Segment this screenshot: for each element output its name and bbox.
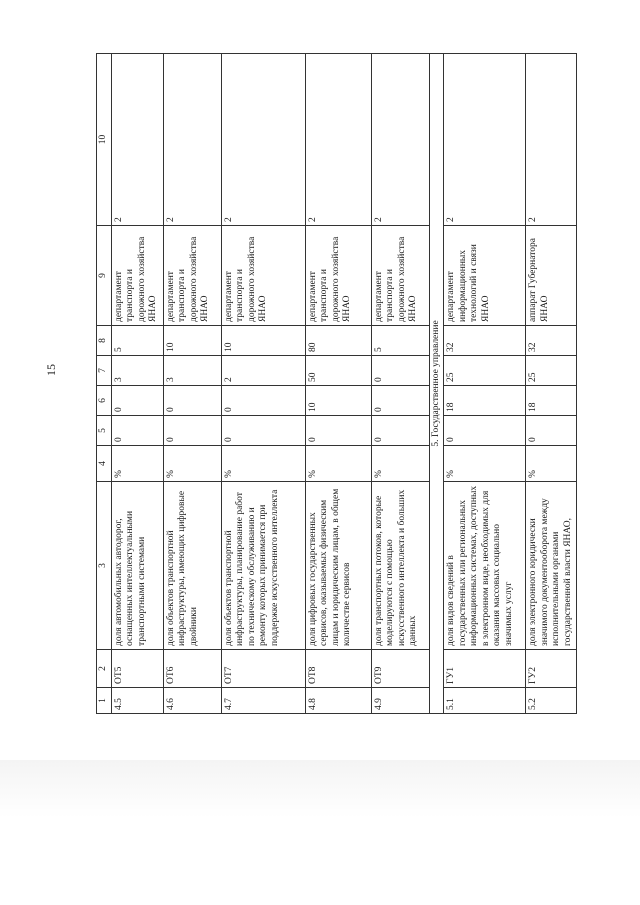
value-col6: 18 <box>444 386 526 416</box>
value-col7: 50 <box>305 356 371 386</box>
value-col10: 2 <box>305 54 371 226</box>
column-header: 10 <box>97 54 112 226</box>
value-col7: 3 <box>111 356 163 386</box>
column-header: 8 <box>97 326 112 356</box>
indicator-name: доля транспортных потоков, которые моделируются с помощью искусственного интеллекта и больших данных <box>371 482 429 650</box>
column-header: 4 <box>97 446 112 482</box>
responsible: департамент информационных технологий и связи ЯНАО <box>444 226 526 326</box>
table-row <box>111 54 163 714</box>
responsible: департамент транспорта и дорожного хозяйства ЯНАО <box>371 226 429 326</box>
column-header: 9 <box>97 226 112 326</box>
column-header: 6 <box>97 386 112 416</box>
indicator-code: ОТ6 <box>163 650 221 688</box>
indicator-name: доля автомобильных автодорог, оснащенных интеллектуальными транспортными системами <box>111 482 163 650</box>
column-header: 3 <box>97 482 112 650</box>
unit: % <box>111 446 163 482</box>
value-col6: 10 <box>305 386 371 416</box>
row-number: 5.2 <box>526 688 577 714</box>
value-col6: 0 <box>371 386 429 416</box>
value-col6: 0 <box>221 386 305 416</box>
unit: % <box>526 446 577 482</box>
value-col8: 32 <box>444 326 526 356</box>
value-col5: 0 <box>444 416 526 446</box>
row-number: 4.5 <box>111 688 163 714</box>
value-col7: 25 <box>526 356 577 386</box>
table-row <box>163 54 221 714</box>
unit: % <box>444 446 526 482</box>
unit: % <box>163 446 221 482</box>
table-row <box>526 54 577 714</box>
section-row <box>429 54 444 714</box>
row-number: 4.9 <box>371 688 429 714</box>
indicator-name: доля видов сведений в государственных или региональных информационных системах, доступных в электронном виде, необходимых для оказания массовых социально значимых услуг <box>444 482 526 650</box>
value-col5: 0 <box>371 416 429 446</box>
value-col7: 2 <box>221 356 305 386</box>
indicator-name: доля электронного юридически значимого документооборота между исполнительными органами государственной власти ЯНАО, <box>526 482 577 650</box>
column-header: 7 <box>97 356 112 386</box>
value-col7: 0 <box>371 356 429 386</box>
table-row <box>444 54 526 714</box>
value-col8: 80 <box>305 326 371 356</box>
responsible: аппарат Губернатора ЯНАО <box>526 226 577 326</box>
value-col5: 0 <box>305 416 371 446</box>
row-number: 5.1 <box>444 688 526 714</box>
value-col5: 0 <box>111 416 163 446</box>
indicators-table <box>96 53 577 714</box>
value-col8: 5 <box>371 326 429 356</box>
column-header: 5 <box>97 416 112 446</box>
rotated-page-content <box>96 54 573 714</box>
value-col10: 2 <box>111 54 163 226</box>
value-col5: 0 <box>221 416 305 446</box>
unit: % <box>221 446 305 482</box>
row-number: 4.8 <box>305 688 371 714</box>
value-col6: 0 <box>111 386 163 416</box>
indicator-code: ОТ9 <box>371 650 429 688</box>
value-col5: 0 <box>526 416 577 446</box>
indicator-code: ОТ7 <box>221 650 305 688</box>
indicator-name: доля объектов транспортной инфраструктуры, имеющих цифровые двойники <box>163 482 221 650</box>
indicator-code: ГУ1 <box>444 650 526 688</box>
table-frame <box>96 54 573 714</box>
value-col6: 0 <box>163 386 221 416</box>
table-row <box>371 54 429 714</box>
scan-shadow <box>0 760 640 905</box>
value-col6: 18 <box>526 386 577 416</box>
indicator-code: ГУ2 <box>526 650 577 688</box>
value-col10: 2 <box>526 54 577 226</box>
responsible: департамент транспорта и дорожного хозяйства ЯНАО <box>221 226 305 326</box>
responsible: департамент транспорта и дорожного хозяйства ЯНАО <box>163 226 221 326</box>
column-header: 2 <box>97 650 112 688</box>
column-header: 1 <box>97 688 112 714</box>
responsible: департамент транспорта и дорожного хозяйства ЯНАО <box>111 226 163 326</box>
indicator-code: ОТ8 <box>305 650 371 688</box>
value-col5: 0 <box>163 416 221 446</box>
row-number: 4.6 <box>163 688 221 714</box>
unit: % <box>305 446 371 482</box>
indicator-name: доля объектов транспортной инфраструктуры, планирование работ по техническому обслуживанию и ремонту которых принимается при поддержке искусственного интеллекта <box>221 482 305 650</box>
section-title: 5. Государственное управление <box>429 54 444 714</box>
value-col8: 5 <box>111 326 163 356</box>
value-col8: 10 <box>221 326 305 356</box>
value-col8: 10 <box>163 326 221 356</box>
header-row <box>97 54 112 714</box>
value-col7: 25 <box>444 356 526 386</box>
indicator-code: ОТ5 <box>111 650 163 688</box>
value-col10: 2 <box>163 54 221 226</box>
responsible: департамент транспорта и дорожного хозяйства ЯНАО <box>305 226 371 326</box>
indicator-name: доля цифровых государственных сервисов, оказываемых физическим лицам и юридическим лицам, в общем количестве сервисов <box>305 482 371 650</box>
value-col10: 2 <box>444 54 526 226</box>
table-row <box>221 54 305 714</box>
value-col10: 2 <box>371 54 429 226</box>
unit: % <box>371 446 429 482</box>
row-number: 4.7 <box>221 688 305 714</box>
value-col8: 32 <box>526 326 577 356</box>
value-col10: 2 <box>221 54 305 226</box>
table-row <box>305 54 371 714</box>
value-col7: 3 <box>163 356 221 386</box>
page-number: 15 <box>44 364 58 376</box>
